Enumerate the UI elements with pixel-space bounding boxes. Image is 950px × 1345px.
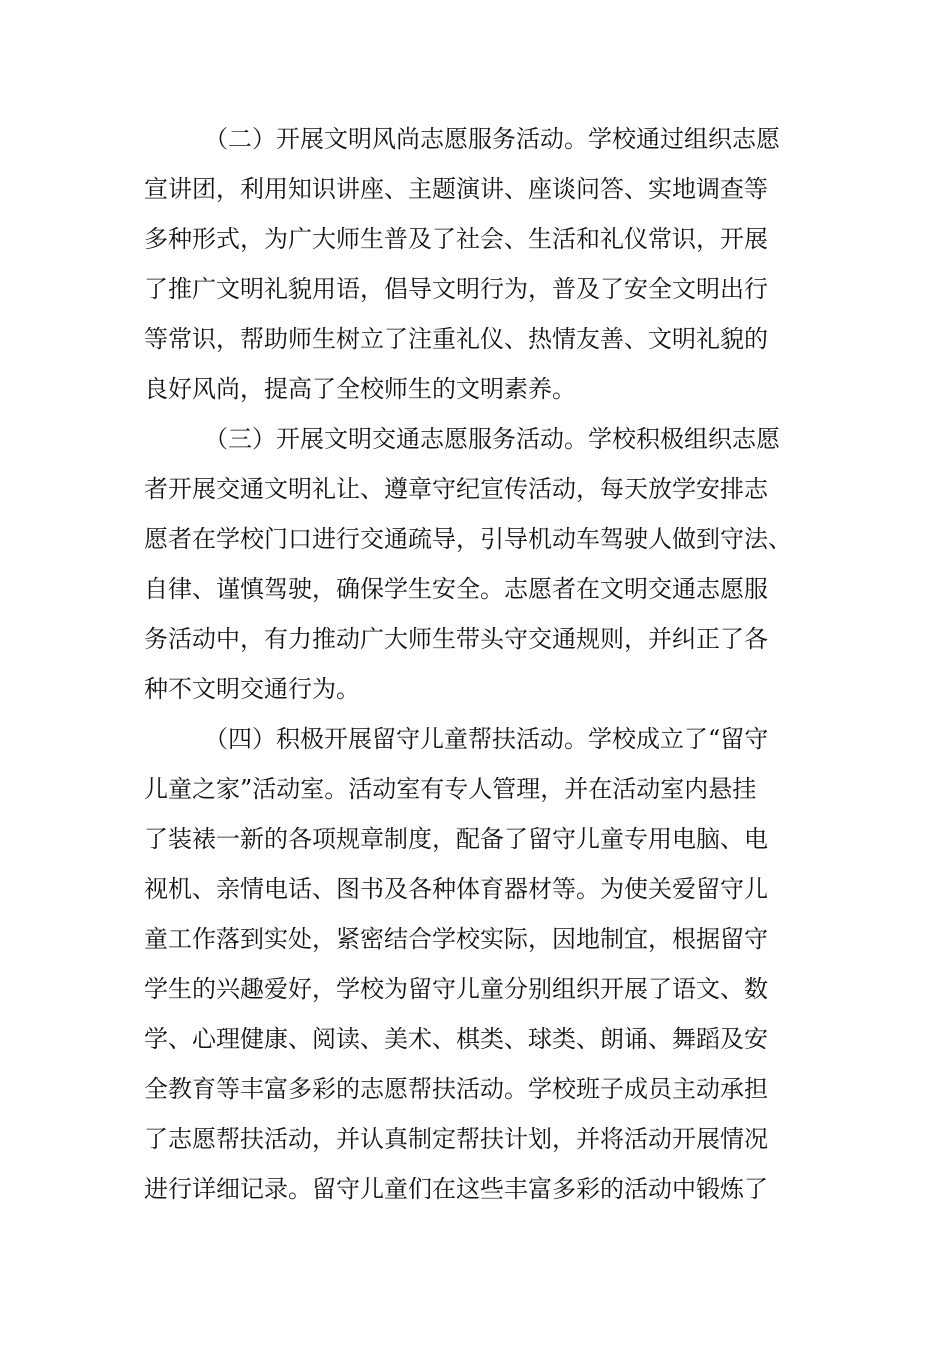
document-body	[144, 114, 792, 1214]
paragraph-line: 务活动中，有力推动广大师生带头守交通规则，并纠正了各	[144, 625, 768, 653]
paragraph-line: （二）开展文明风尚志愿服务活动。学校通过组织志愿	[204, 125, 780, 153]
paragraph-civility	[144, 114, 780, 414]
paragraph-line: 良好风尚，提高了全校师生的文明素养。	[144, 375, 576, 403]
paragraph-line: 种不文明交通行为。	[144, 675, 360, 703]
paragraph-line: 进行详细记录。留守儿童们在这些丰富多彩的活动中锻炼了	[144, 1175, 768, 1203]
paragraph-line: 多种形式，为广大师生普及了社会、生活和礼仪常识，开展	[144, 225, 768, 253]
paragraph-line: 了装裱一新的各项规章制度，配备了留守儿童专用电脑、电	[144, 825, 768, 853]
paragraph-traffic	[144, 414, 792, 714]
paragraph-line: 儿童之家”活动室。活动室有专人管理，并在活动室内悬挂	[144, 775, 757, 803]
paragraph-line: 愿者在学校门口进行交通疏导，引导机动车驾驶人做到守法、	[144, 525, 792, 553]
paragraph-line: 学、心理健康、阅读、美术、棋类、球类、朗诵、舞蹈及安	[144, 1025, 768, 1053]
paragraph-line: 视机、亲情电话、图书及各种体育器材等。为使关爱留守儿	[144, 875, 768, 903]
paragraph-line: 了推广文明礼貌用语，倡导文明行为，普及了安全文明出行	[144, 275, 768, 303]
paragraph-line: 童工作落到实处，紧密结合学校实际，因地制宜，根据留守	[144, 925, 768, 953]
paragraph-line: 全教育等丰富多彩的志愿帮扶活动。学校班子成员主动承担	[144, 1075, 768, 1103]
paragraph-line: 等常识，帮助师生树立了注重礼仪、热情友善、文明礼貌的	[144, 325, 768, 353]
paragraph-line: （三）开展文明交通志愿服务活动。学校积极组织志愿	[204, 425, 780, 453]
paragraph-line: 了志愿帮扶活动，并认真制定帮扶计划，并将活动开展情况	[144, 1125, 768, 1153]
paragraph-line: 者开展交通文明礼让、遵章守纪宣传活动，每天放学安排志	[144, 475, 768, 503]
paragraph-left-behind-children	[144, 714, 769, 1214]
paragraph-line: 自律、谨慎驾驶，确保学生安全。志愿者在文明交通志愿服	[144, 575, 768, 603]
paragraph-line: 学生的兴趣爱好，学校为留守儿童分别组织开展了语文、数	[144, 975, 768, 1003]
paragraph-line: 宣讲团，利用知识讲座、主题演讲、座谈问答、实地调查等	[144, 175, 768, 203]
paragraph-line: （四）积极开展留守儿童帮扶活动。学校成立了“留守	[204, 725, 769, 753]
